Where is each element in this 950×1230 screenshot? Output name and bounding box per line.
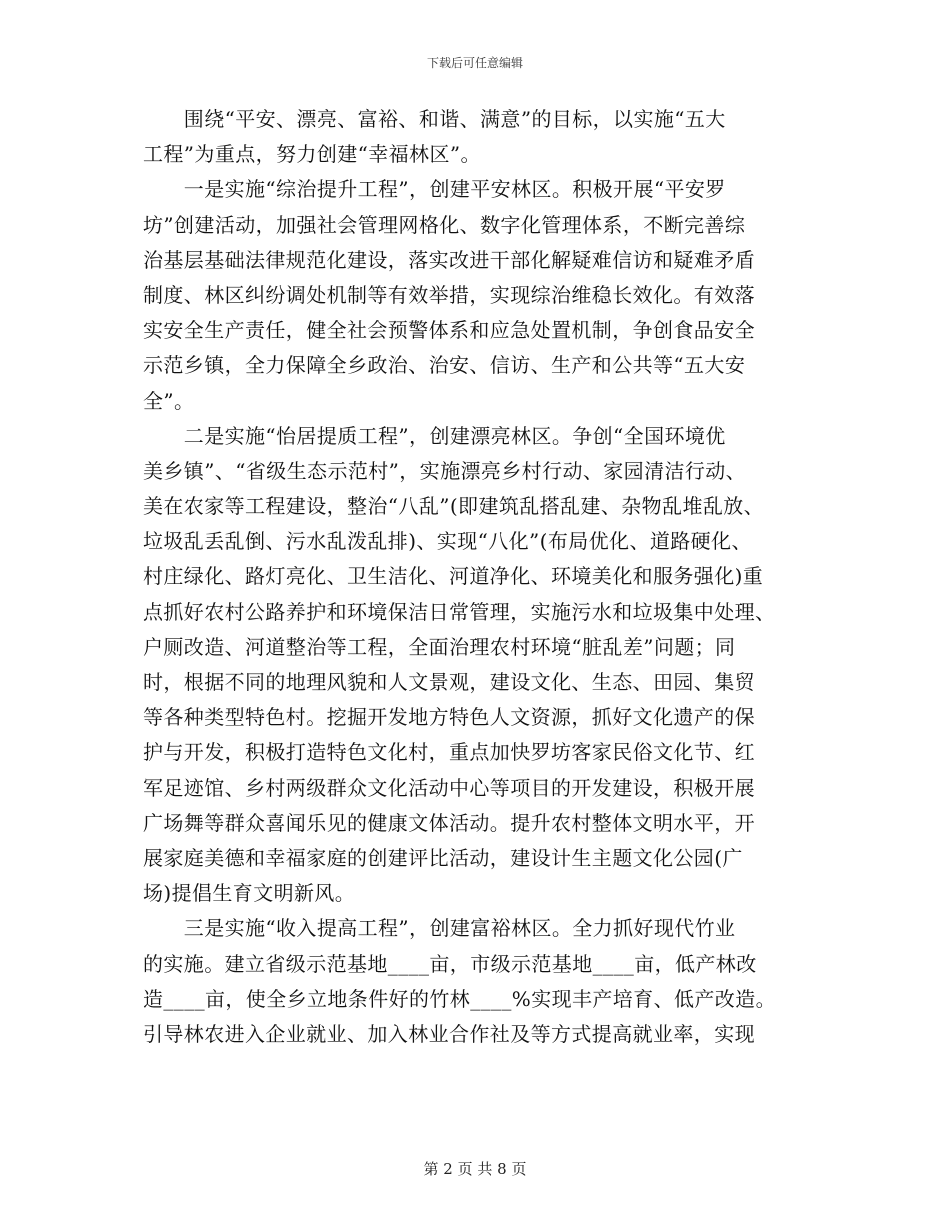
text-line: 村庄绿化、路灯亮化、卫生洁化、河道净化、环境美化和服务强化)重	[143, 564, 764, 589]
text-line: 围绕“平安、漂亮、富裕、和谐、满意”的目标，以实施“五大	[143, 107, 726, 131]
text-line: 美乡镇”、“省级生态示范村”，实施漂亮乡村行动、家园清洁行动、	[143, 458, 747, 483]
text-line: 场)提倡生育文明新风。	[143, 881, 356, 906]
text-line: 一是实施“综治提升工程”，创建平安林区。积极开展“平安罗	[143, 177, 726, 202]
text-line: 治基层基础法律规范化建设，落实改进干部化解疑难信访和疑难矛盾	[143, 247, 755, 272]
text-line: 垃圾乱丢乱倒、污水乱泼乱排)、实现“八化”(布局优化、道路硬化、	[143, 529, 752, 554]
text-line: 时，根据不同的地理风貌和人文景观，建设文化、生态、田园、集贸	[143, 670, 755, 694]
text-line: 点抓好农村公路养护和环境保洁日常管理，实施污水和垃圾集中处理、	[143, 599, 776, 624]
text-line: 工程”为重点，努力创建“幸福林区”。	[143, 142, 481, 167]
text-line: 造____亩，使全乡立地条件好的竹林____%实现丰产培育、低产改造。	[143, 986, 777, 1011]
text-line: 户厕改造、河道整治等工程，全面治理农村环境“脏乱差”问题；同	[143, 634, 736, 659]
text-line: 展家庭美德和幸福家庭的创建评比活动，建设计生主题文化公园(广	[143, 845, 743, 870]
page-number: 第 2 页 共 8 页	[423, 1160, 527, 1178]
text-line: 坊”创建活动，加强社会管理网格化、数字化管理体系，不断完善综	[143, 212, 746, 237]
text-line: 美在农家等工程建设，整治“八乱”(即建筑乱搭乱建、杂物乱堆乱放、	[143, 494, 765, 519]
text-line: 的实施。建立省级示范基地____亩，市级示范基地____亩，低产林改	[143, 951, 757, 976]
text-line: 全”。	[143, 388, 195, 413]
text-line: 二是实施“怡居提质工程”，创建漂亮林区。争创“全国环境优	[143, 423, 726, 448]
text-line: 军足迹馆、乡村两级群众文化活动中心等项目的开发建设，积极开展	[143, 775, 755, 800]
page-header-note: 下载后可任意编辑	[426, 56, 523, 70]
text-line: 三是实施“收入提高工程”，创建富裕林区。全力抓好现代竹业	[143, 916, 736, 941]
text-line: 示范乡镇，全力保障全乡政治、治安、信访、生产和公共等“五大安	[143, 353, 746, 378]
text-line: 制度、林区纠纷调处机制等有效举措，实现综治维稳长效化。有效落	[143, 282, 755, 307]
text-line: 等各种类型特色村。挖掘开发地方特色人文资源，抓好文化遗产的保	[143, 705, 755, 730]
text-line: 护与开发，积极打造特色文化村，重点加快罗坊客家民俗文化节、红	[143, 740, 755, 765]
text-line: 广场舞等群众喜闻乐见的健康文体活动。提升农村整体文明水平，开	[143, 810, 755, 835]
document-body	[143, 102, 806, 1052]
text-line: 实安全生产责任，健全社会预警体系和应急处置机制，争创食品安全	[143, 318, 755, 343]
text-line: 引导林农进入企业就业、加入林业合作社及等方式提高就业率，实现	[143, 1021, 755, 1046]
